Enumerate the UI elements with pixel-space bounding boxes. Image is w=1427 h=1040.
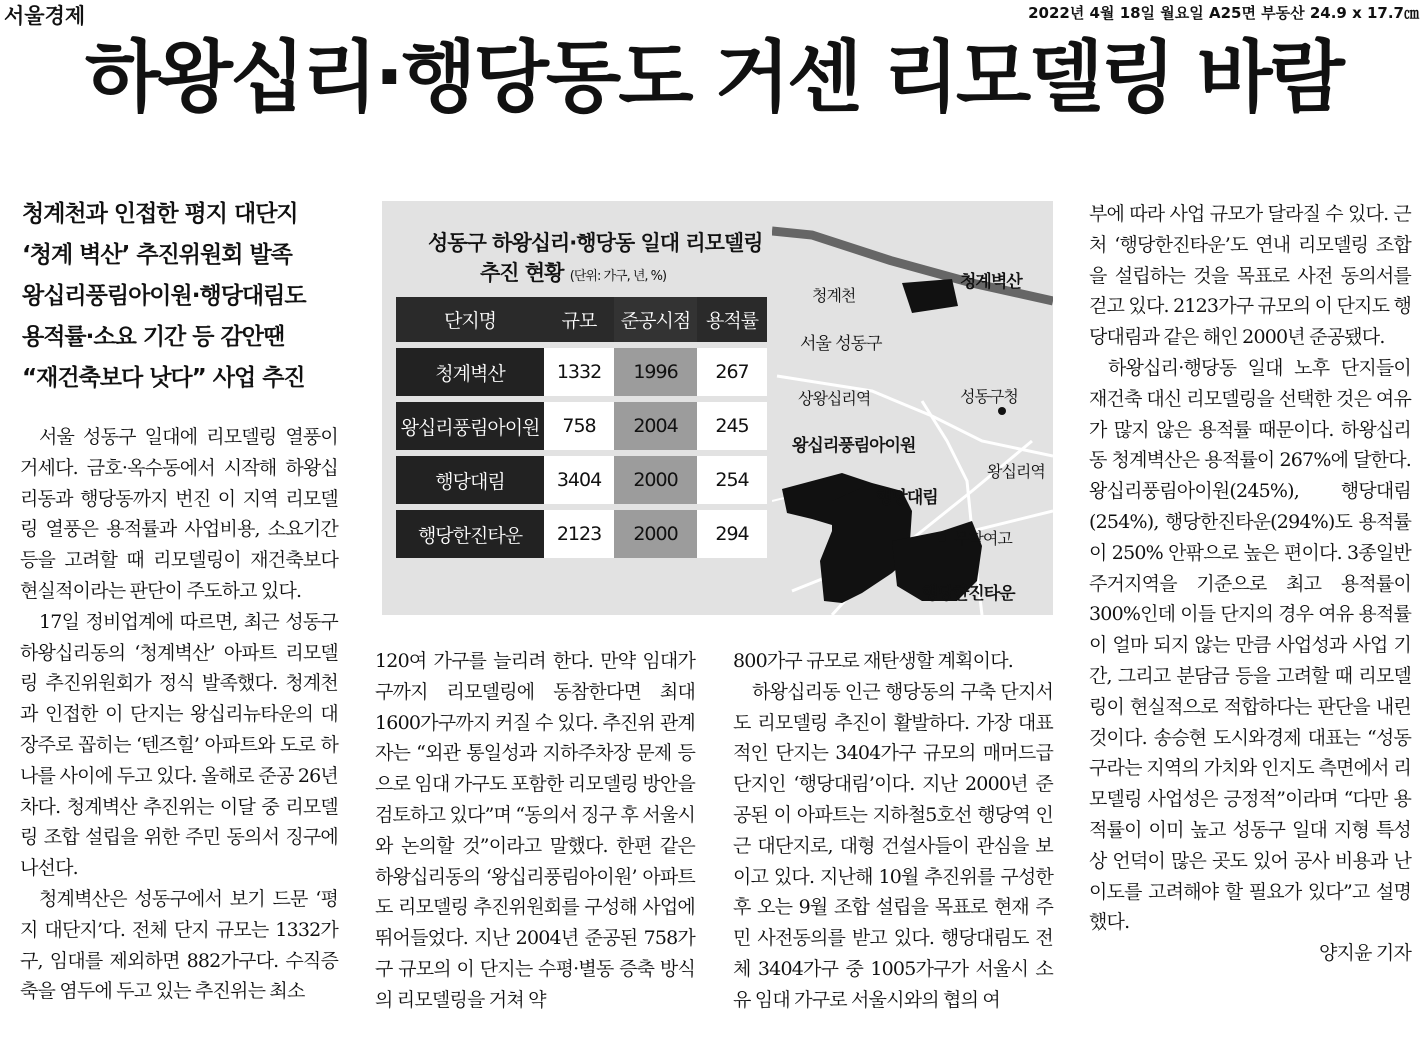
location-map [772,201,1053,615]
map-label-district: 서울 성동구 [800,334,882,354]
table-row [396,510,767,558]
col-header-scale: 규모 [544,297,614,342]
masthead: 서울경제 [4,4,86,28]
cell-name: 행당한진타운 [396,510,544,558]
byline: 양지윤 기자 [1318,942,1411,965]
cell-scale: 1332 [544,348,614,396]
paragraph: 800가구 규모로 재탄생할 계획이다. [733,650,1014,672]
paragraph: 청계벽산은 성동구에서 보기 드문 ‘평지 대단지’다. 전체 단지 규모는 1332가구, 임대를 제외하면 882가구다. 수직증축을 염두에 두고 있는 추진위는 최소 [20,887,338,1003]
article-column-1 [20,422,338,1007]
paragraph: 120여 가구를 늘리려 한다. 만약 임대가구까지 리모델링에 동참한다면 최대 1600가구까지 커질 수 있다. 추진위 관계자는 “외관 통일성과 지하주차장 문제 등으로 임대 가구도 포함한 리모델링 방안을 검토하고 있다”며 “동의서 징구 후 서울시와 논의할 것”이라고 말했다. 한편 같은 하왕십리동의 ‘왕십리풍림아이원’ 아파트도 리모델링 추진위원회를 구성해 사업에 뛰어들었다. 지난 2004년 준공된 758가구 규모의 이 단지는 수평·별동 증축 방식의 리모델링을 거쳐 약 [375,650,695,1011]
block-cheonggye [902,279,958,313]
graphic-unit: (단위: 가구, 년, %) [569,269,667,284]
cell-scale: 2123 [544,510,614,558]
cell-year: 1996 [614,348,697,396]
graphic-title-line2: 추진 현황 [480,261,564,285]
subheadline [22,194,362,399]
map-label-hanjin: 행당한진타운 [922,584,1015,604]
map-label-stream: 청계천 [812,286,856,305]
paragraph: 하왕십리·행당동 일대 노후 단지들이 재건축 대신 리모델링을 선택한 것은 여유가 많지 않은 용적률 때문이다. 하왕십리동 청계벽산은 용적률이 267%에 달한다. 왕십리풍림아이원(245%), 행당대림(254%), 행당한진타운(294%)도 용적률이 250% 안팎으로 높은 편이다. 3종일반주거지역을 기준으로 최고 용적률이 300%인데 이들 단지의 경우 여유 용적률이 얼마 되지 않는 만큼 사업성과 사업 기간, 그리고 분담금 등을 고려할 때 리모델링이 현실적으로 적합하다는 판단을 내린 것이다. 송승현 도시와경제 대표는 “성동구라는 지역의 가치와 인지도 측면에서 리모델링 사업성은 긍정적”이라며 “다만 용적률이 이미 높고 성동구 일대 지형 특성상 언덕이 많은 곳도 있어 공사 비용과 난이도를 고려해야 할 필요가 있다”고 설명했다. [1089,356,1411,934]
subhead-line: 왕십리풍림아이원·행당대림도 [22,283,306,309]
map-label-wangsimni: 왕십리역 [987,462,1045,481]
office-marker [998,407,1006,415]
map-label-sangwang: 상왕십리역 [798,389,871,408]
cell-year: 2000 [614,510,697,558]
map-label-pungnim: 왕십리풍림아이원 [792,436,916,456]
cell-year: 2000 [614,456,697,504]
dateline: 2022년 4월 18일 월요일 A25면 부동산 24.9 x 17.7㎝ [1028,4,1419,22]
paragraph: 17일 정비업계에 따르면, 최근 성동구 하왕십리동의 ‘청계벽산’ 아파트 리모델링 추진위원회가 정식 발족했다. 청계천과 인접한 이 단지는 왕십리뉴타운의 대장주로 꼽히는 ‘텐즈힐’ 아파트와 도로 하나를 사이에 두고 있다. 올해로 준공 26년차다. 청계벽산 추진위는 이달 중 리모델링 조합 설립을 위한 주민 동의서 징구에 나선다. [20,610,338,880]
infographic [382,201,1053,615]
cell-scale: 758 [544,402,614,450]
paragraph: 서울 성동구 일대에 리모델링 열풍이 거세다. 금호·옥수동에서 시작해 하왕십리동과 행당동까지 번진 이 지역 리모델링 열풍은 용적률과 사업비용, 소요기간 등을 고려할 때 리모델링이 재건축보다 현실적이라는 판단이 주도하고 있다. [20,426,338,602]
cell-name: 왕십리풍림아이원 [396,402,544,450]
article-column-2 [375,646,695,1016]
map-label-muhak: 무학여고 [954,529,1012,548]
cell-far: 254 [697,456,767,504]
cell-scale: 3404 [544,456,614,504]
table-row [396,402,767,450]
subhead-line: 용적률·소요 기간 등 감안땐 [22,324,285,350]
cell-name: 청계벽산 [396,348,544,396]
cell-far: 294 [697,510,767,558]
cell-name: 행당대림 [396,456,544,504]
graphic-title: 성동구 하왕십리·행당동 일대 리모델링 [428,231,763,255]
article-column-4 [1089,199,1411,969]
article-column-3 [733,646,1053,1016]
headline: 하왕십리·행당동도 거센 리모델링 바람 [85,33,1342,123]
graphic-title-2 [480,257,666,287]
map-label-daerim: 행당대림 [876,488,938,508]
paragraph: 하왕십리동 인근 행당동의 구축 단지서도 리모델링 추진이 활발하다. 가장 대표적인 단지는 3404가구 규모의 매머드급 단지인 ‘행당대림’이다. 지난 2000년 준공된 이 아파트는 지하철5호선 행당역 인근 대단지로, 대형 건설사들이 관심을 보이고 있다. 지난해 10월 추진위를 구성한 후 오는 9월 조합 설립을 목표로 현재 주민 사전동의를 받고 있다. 행당대림도 전체 3404가구 중 1005가구가 서울시 소유 임대 가구로 서울시와의 협의 여 [733,680,1053,1011]
cell-far: 267 [697,348,767,396]
table-row [396,348,767,396]
map-label-office: 성동구청 [960,387,1018,406]
col-header-far: 용적률 [697,297,767,342]
col-header-name: 단지명 [396,297,544,342]
cell-year: 2004 [614,402,697,450]
table-row [396,456,767,504]
table-header-row [396,297,767,342]
col-header-year: 준공시점 [614,297,697,342]
school-marker [938,534,946,542]
complex-table [396,291,767,564]
cell-far: 245 [697,402,767,450]
subhead-line: 청계천과 인접한 평지 대단지 [22,201,298,227]
subhead-line: ‘청계 벽산’ 추진위원회 발족 [22,242,292,268]
subhead-line: “재건축보다 낫다” 사업 추진 [22,365,305,391]
map-label-cheonggye: 청계벽산 [960,272,1022,292]
paragraph: 부에 따라 사업 규모가 달라질 수 있다. 근처 ‘행당한진타운’도 연내 리모델링 조합을 설립하는 것을 목표로 사전 동의서를 걷고 있다. 2123가구 규모의 이 단지도 행당대림과 같은 해인 2000년 준공됐다. [1089,203,1411,349]
